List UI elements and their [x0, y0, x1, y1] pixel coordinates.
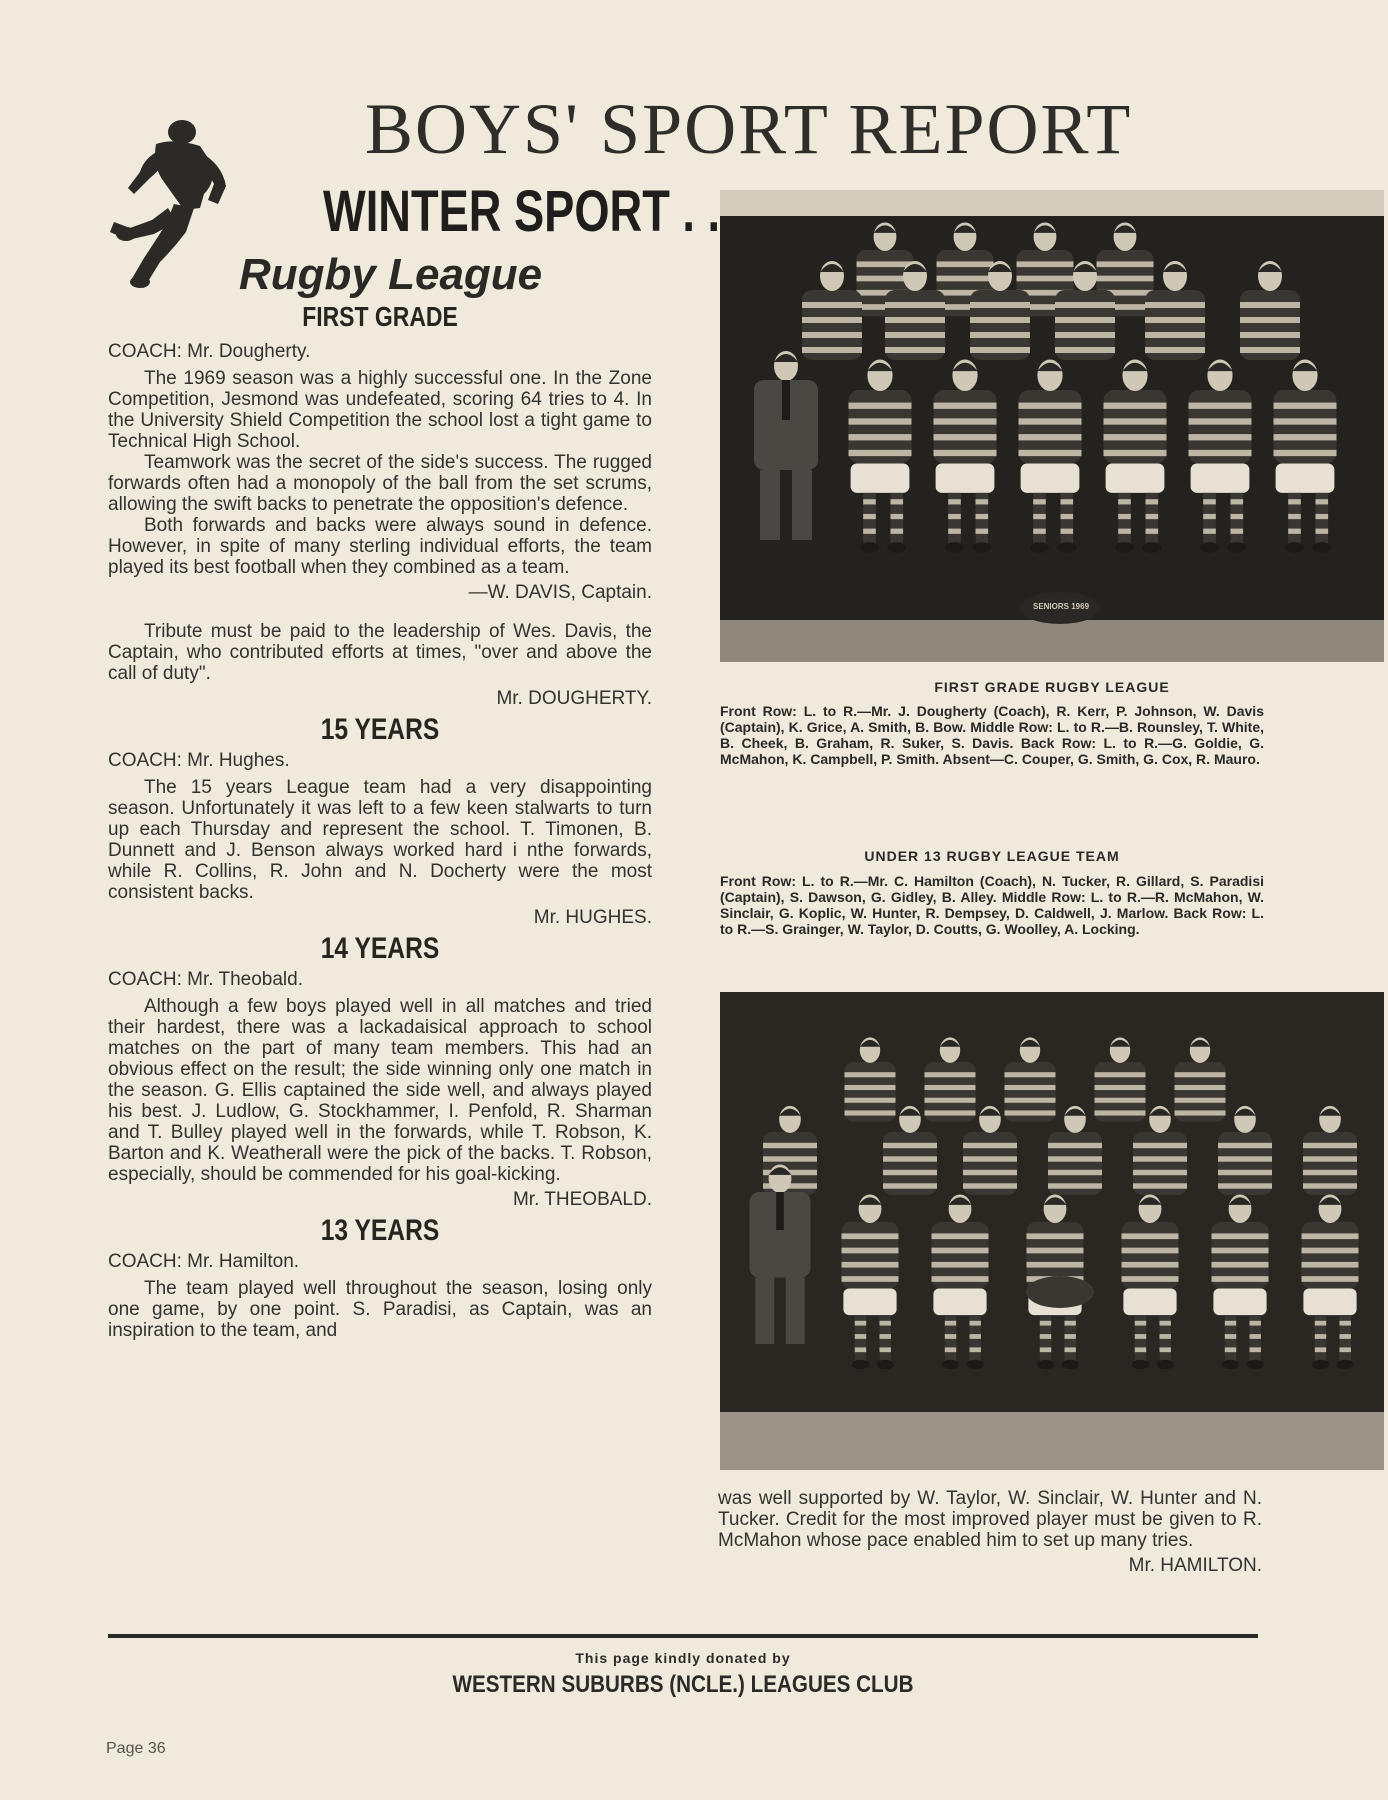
first-grade-caption-title: FIRST GRADE RUGBY LEAGUE: [934, 679, 1170, 695]
first-grade-team-photo: [720, 190, 1384, 662]
under13-team-photo: [720, 992, 1384, 1470]
first-grade-signature-captain: —W. DAVIS, Captain.: [468, 582, 652, 603]
first-grade-signature-coach: Mr. DOUGHERTY.: [496, 688, 652, 709]
page-title: BOYS' SPORT REPORT: [365, 89, 1133, 169]
page-number: Page 36: [106, 1740, 166, 1757]
first-grade-para-3: Both forwards and backs were always sound in defence. However, in spite of many sterling individual efforts, the team played its best football when they combined as a team.: [108, 515, 652, 578]
fourteen-years-heading: 14 YEARS: [320, 932, 440, 965]
fifteen-years-coach: COACH: Mr. Hughes.: [108, 750, 290, 771]
first-grade-para-2: Teamwork was the secret of the side's success. The rugged forwards often had a monopoly of the ball from the set scrums, allowing the swift backs to penetrate the opposition's defence.: [108, 452, 652, 515]
footer-rule: [108, 1634, 1258, 1638]
thirteen-years-para-continued: was well supported by W. Taylor, W. Sinclair, W. Hunter and N. Tucker. Credit for the most improved player must be given to R. McMahon whose pace enabled him to set up many tries.: [718, 1488, 1262, 1551]
subsection-title: Rugby League: [239, 250, 543, 299]
first-grade-para-1: The 1969 season was a highly successful one. In the Zone Competition, Jesmond was undefeated, scoring 64 tries to 4. In the University Shield Competition the school lost a tight game to Technical High School.: [108, 368, 652, 452]
rugby-player-logo: [104, 112, 234, 292]
left-column: [108, 301, 652, 1341]
football-icon: [1026, 1276, 1094, 1308]
first-grade-coach: COACH: Mr. Dougherty.: [108, 341, 311, 362]
football-label: SENIORS 1969: [1032, 602, 1090, 611]
under13-team-photo-image: [720, 992, 1384, 1470]
first-grade-caption: Front Row: L. to R.—Mr. J. Dougherty (Coach), R. Kerr, P. Johnson, W. Davis (Captain), K. Grice, A. Smith, B. Bow. Middle Row: L. to R.—B. Rounsley, T. White, B. Cheek, B. Graham, R. Suker, S. Davis. Back Row: L. to R.—G. Goldie, G. McMahon, K. Campbell, P. Smith. Absent—C. Couper, G. Smith, G. Cox, R. Mauro.: [720, 703, 1264, 767]
first-grade-heading: FIRST GRADE: [302, 301, 458, 332]
thirteen-years-para: The team played well throughout the season, losing only one game, by one point. S. Paradisi, as Captain, was an inspiration to the team, and: [108, 1278, 652, 1341]
under13-caption: Front Row: L. to R.—Mr. C. Hamilton (Coach), N. Tucker, R. Gillard, S. Paradisi (Captain), S. Dawson, G. Gidley, B. Alley. Middle Row: L. to R.—R. McMahon, W. Sinclair, G. Koplic, W. Hunter, R. Dempsey, D. Caldwell, J. Marlow. Back Row: L. to R.—S. Grainger, W. Taylor, D. Coutts, G. Woolley, A. Locking.: [720, 873, 1264, 937]
first-grade-para-4: Tribute must be paid to the leadership of Wes. Davis, the Captain, who contributed efforts at times, "over and above the call of duty".: [108, 621, 652, 684]
rugby-player-icon: [104, 112, 234, 292]
fourteen-years-para: Although a few boys played well in all matches and tried their hardest, there was a lackadaisical approach to school matches on the part of many team members. This had an obvious effect on the result; the side winning only one match in the season. G. Ellis captained the side well, and always played his best. J. Ludlow, G. Stockhammer, I. Penfold, R. Sharman and T. Bulley played well in the forwards, while T. Robson, K. Barton and K. Weatherall were the pick of the backs. T. Robson, especially, should be commended for his goal-kicking.: [108, 996, 652, 1185]
first-grade-team-photo-image: [720, 190, 1384, 662]
thirteen-years-coach: COACH: Mr. Hamilton.: [108, 1251, 300, 1272]
section-title: WINTER SPORT . .: [323, 179, 721, 244]
footer-club-name: WESTERN SUBURBS (NCLE.) LEAGUES CLUB: [452, 1671, 914, 1698]
fourteen-years-signature: Mr. THEOBALD.: [512, 1189, 652, 1210]
footer-donated-text: This page kindly donated by: [575, 1650, 791, 1666]
fifteen-years-signature: Mr. HUGHES.: [533, 907, 652, 928]
right-column-text: [718, 1488, 1262, 1576]
under13-caption-title: UNDER 13 RUGBY LEAGUE TEAM: [864, 848, 1120, 864]
fifteen-years-heading: 15 YEARS: [320, 713, 440, 746]
fourteen-years-coach: COACH: Mr. Theobald.: [108, 969, 304, 990]
thirteen-years-heading: 13 YEARS: [320, 1214, 440, 1247]
fifteen-years-para: The 15 years League team had a very disappointing season. Unfortunately it was left to a few keen stalwarts to turn up each Thursday and represent the school. T. Timonen, B. Dunnett and J. Benson always worked hard i nthe forwards, while R. Collins, R. John and N. Docherty were the most consistent backs.: [108, 777, 652, 903]
thirteen-years-signature: Mr. HAMILTON.: [1128, 1555, 1262, 1576]
